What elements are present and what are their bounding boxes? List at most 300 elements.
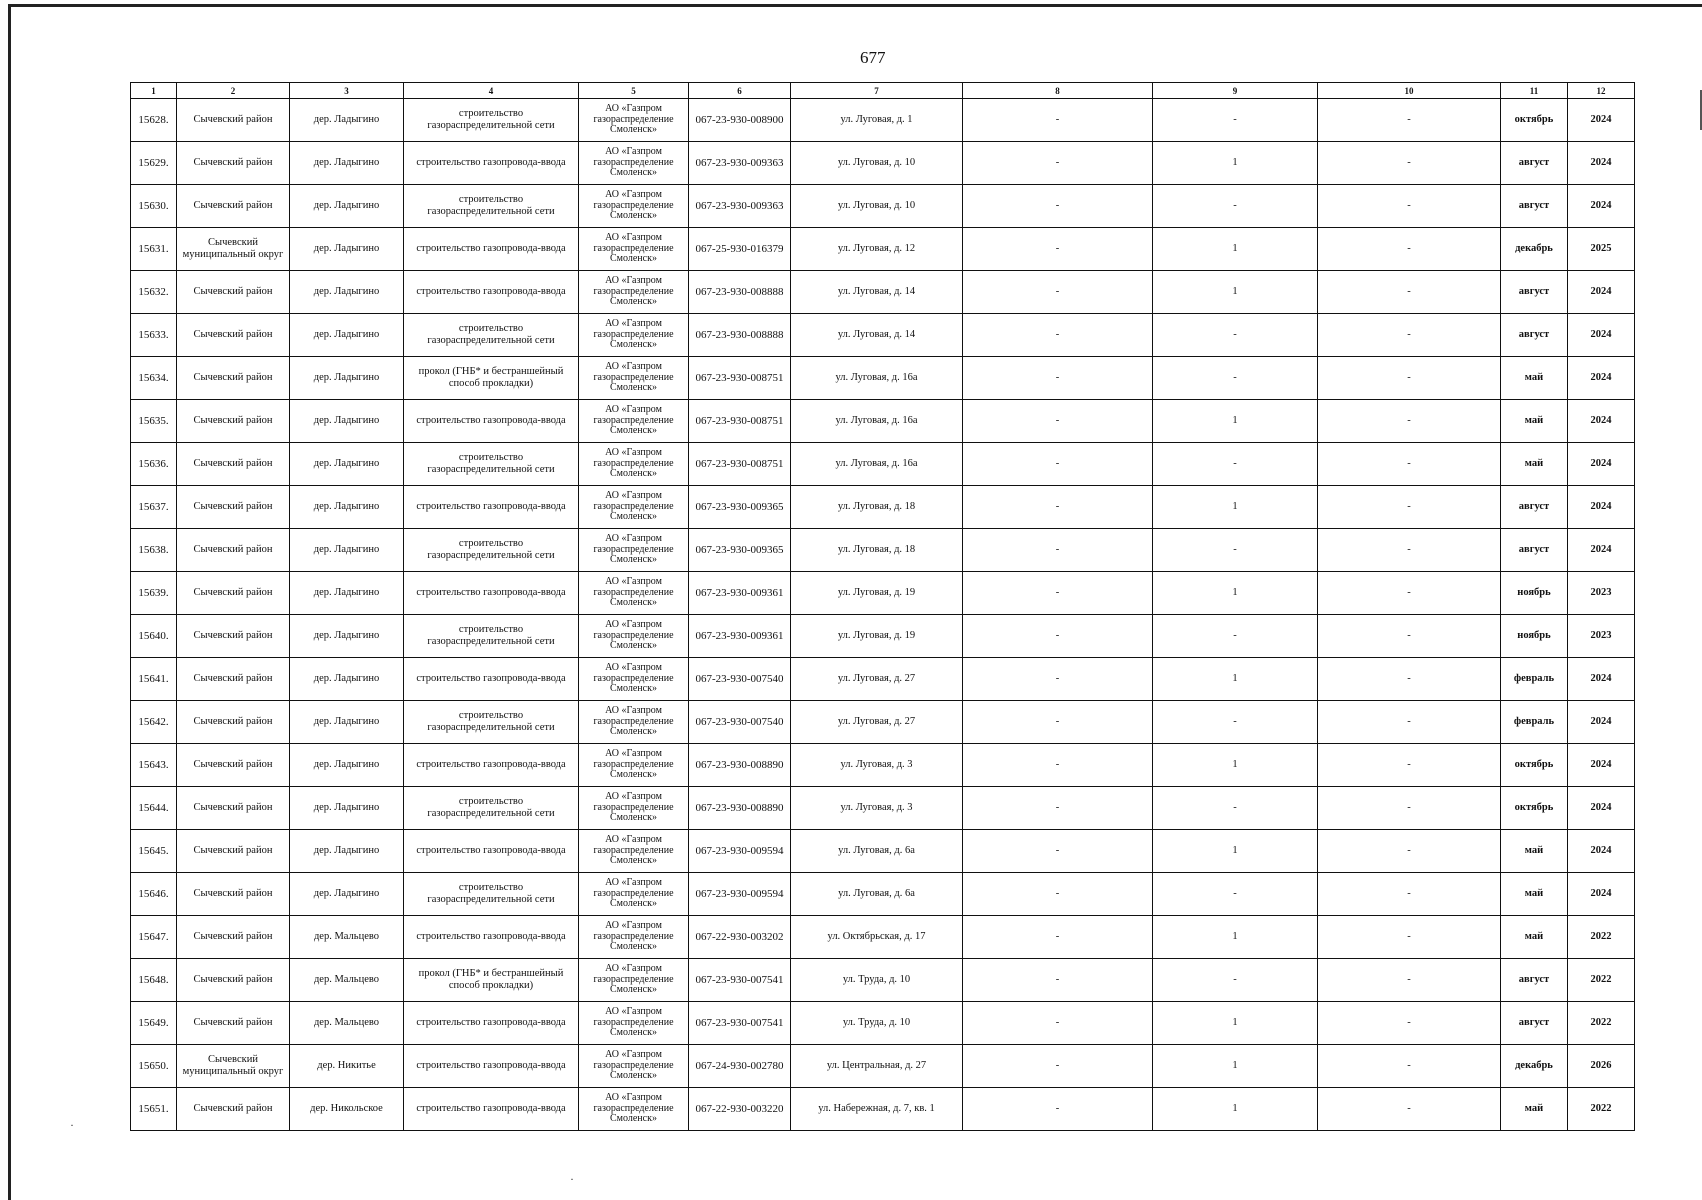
cell-col-8-value: - — [963, 1088, 1153, 1131]
cell-month: август — [1501, 1002, 1568, 1045]
table-row — [131, 185, 1635, 228]
cell-row-number: 15631. — [131, 228, 177, 271]
cell-application-number: 067-23-930-009594 — [689, 830, 791, 873]
cell-settlement: дер. Мальцево — [290, 916, 404, 959]
cell-col-10-value: - — [1318, 99, 1501, 142]
cell-work-type: строительство газопровода-ввода — [404, 916, 579, 959]
cell-year: 2023 — [1568, 615, 1635, 658]
cell-address: ул. Луговая, д. 14 — [791, 314, 963, 357]
cell-col-8-value: - — [963, 701, 1153, 744]
cell-month: август — [1501, 314, 1568, 357]
cell-month: ноябрь — [1501, 615, 1568, 658]
cell-district: Сычевский район — [177, 142, 290, 185]
column-header-2: 2 — [177, 83, 290, 99]
cell-col-9-value: - — [1153, 314, 1318, 357]
cell-year: 2024 — [1568, 529, 1635, 572]
cell-row-number: 15632. — [131, 271, 177, 314]
cell-row-number: 15648. — [131, 959, 177, 1002]
cell-district: Сычевский район — [177, 658, 290, 701]
cell-address: ул. Луговая, д. 12 — [791, 228, 963, 271]
cell-row-number: 15645. — [131, 830, 177, 873]
cell-work-type: строительство газораспределительной сети — [404, 701, 579, 744]
cell-year: 2024 — [1568, 658, 1635, 701]
cell-col-9-value: 1 — [1153, 658, 1318, 701]
scan-speck: · — [70, 1118, 74, 1132]
cell-col-10-value: - — [1318, 830, 1501, 873]
cell-col-9-value: 1 — [1153, 1045, 1318, 1088]
cell-organization: АО «Газпром газораспределение Смоленск» — [579, 99, 689, 142]
cell-year: 2023 — [1568, 572, 1635, 615]
cell-col-8-value: - — [963, 572, 1153, 615]
cell-col-10-value: - — [1318, 314, 1501, 357]
cell-address: ул. Луговая, д. 18 — [791, 529, 963, 572]
cell-application-number: 067-23-930-009361 — [689, 615, 791, 658]
cell-row-number: 15636. — [131, 443, 177, 486]
column-header-3: 3 — [290, 83, 404, 99]
cell-organization: АО «Газпром газораспределение Смоленск» — [579, 271, 689, 314]
cell-month: октябрь — [1501, 99, 1568, 142]
cell-col-8-value: - — [963, 443, 1153, 486]
cell-settlement: дер. Ладыгино — [290, 744, 404, 787]
cell-year: 2024 — [1568, 830, 1635, 873]
cell-col-8-value: - — [963, 314, 1153, 357]
cell-month: май — [1501, 916, 1568, 959]
cell-row-number: 15639. — [131, 572, 177, 615]
cell-address: ул. Луговая, д. 19 — [791, 615, 963, 658]
cell-organization: АО «Газпром газораспределение Смоленск» — [579, 529, 689, 572]
cell-settlement: дер. Ладыгино — [290, 185, 404, 228]
cell-district: Сычевский район — [177, 916, 290, 959]
cell-district: Сычевский район — [177, 959, 290, 1002]
cell-organization: АО «Газпром газораспределение Смоленск» — [579, 142, 689, 185]
cell-col-9-value: - — [1153, 615, 1318, 658]
cell-application-number: 067-23-930-007540 — [689, 658, 791, 701]
cell-work-type: строительство газопровода-ввода — [404, 1045, 579, 1088]
cell-year: 2024 — [1568, 357, 1635, 400]
cell-col-9-value: 1 — [1153, 1088, 1318, 1131]
cell-settlement: дер. Мальцево — [290, 1002, 404, 1045]
cell-settlement: дер. Ладыгино — [290, 314, 404, 357]
table-row — [131, 1045, 1635, 1088]
cell-month: февраль — [1501, 658, 1568, 701]
column-header-9: 9 — [1153, 83, 1318, 99]
table-row — [131, 314, 1635, 357]
cell-work-type: строительство газораспределительной сети — [404, 529, 579, 572]
cell-col-10-value: - — [1318, 959, 1501, 1002]
cell-col-9-value: 1 — [1153, 271, 1318, 314]
cell-district: Сычевский муниципальный округ — [177, 228, 290, 271]
cell-organization: АО «Газпром газораспределение Смоленск» — [579, 701, 689, 744]
cell-organization: АО «Газпром газораспределение Смоленск» — [579, 744, 689, 787]
scan-edge-top — [8, 4, 1702, 7]
cell-month: декабрь — [1501, 228, 1568, 271]
table-row — [131, 615, 1635, 658]
cell-address: ул. Луговая, д. 10 — [791, 142, 963, 185]
cell-address: ул. Луговая, д. 16а — [791, 357, 963, 400]
cell-district: Сычевский район — [177, 744, 290, 787]
cell-district: Сычевский район — [177, 357, 290, 400]
cell-year: 2022 — [1568, 959, 1635, 1002]
cell-year: 2024 — [1568, 400, 1635, 443]
cell-month: май — [1501, 357, 1568, 400]
cell-row-number: 15644. — [131, 787, 177, 830]
cell-district: Сычевский район — [177, 271, 290, 314]
cell-col-10-value: - — [1318, 744, 1501, 787]
cell-month: май — [1501, 443, 1568, 486]
cell-month: август — [1501, 486, 1568, 529]
cell-year: 2022 — [1568, 916, 1635, 959]
cell-row-number: 15641. — [131, 658, 177, 701]
cell-organization: АО «Газпром газораспределение Смоленск» — [579, 787, 689, 830]
cell-col-9-value: 1 — [1153, 1002, 1318, 1045]
cell-district: Сычевский район — [177, 873, 290, 916]
cell-work-type: прокол (ГНБ* и бестраншейный способ прокладки) — [404, 357, 579, 400]
cell-col-9-value: 1 — [1153, 830, 1318, 873]
cell-application-number: 067-23-930-009365 — [689, 529, 791, 572]
cell-col-9-value: 1 — [1153, 142, 1318, 185]
cell-settlement: дер. Ладыгино — [290, 400, 404, 443]
cell-month: август — [1501, 271, 1568, 314]
table-row — [131, 701, 1635, 744]
cell-work-type: строительство газопровода-ввода — [404, 572, 579, 615]
cell-work-type: строительство газопровода-ввода — [404, 1088, 579, 1131]
table-row — [131, 400, 1635, 443]
cell-address: ул. Луговая, д. 27 — [791, 658, 963, 701]
cell-row-number: 15637. — [131, 486, 177, 529]
cell-address: ул. Луговая, д. 1 — [791, 99, 963, 142]
cell-settlement: дер. Ладыгино — [290, 658, 404, 701]
cell-application-number: 067-23-930-009594 — [689, 873, 791, 916]
cell-col-9-value: 1 — [1153, 486, 1318, 529]
cell-col-9-value: - — [1153, 357, 1318, 400]
cell-settlement: дер. Ладыгино — [290, 701, 404, 744]
cell-district: Сычевский район — [177, 572, 290, 615]
cell-month: август — [1501, 185, 1568, 228]
table-row — [131, 357, 1635, 400]
table-row — [131, 486, 1635, 529]
cell-district: Сычевский район — [177, 443, 290, 486]
cell-address: ул. Луговая, д. 3 — [791, 787, 963, 830]
cell-application-number: 067-23-930-009365 — [689, 486, 791, 529]
cell-organization: АО «Газпром газораспределение Смоленск» — [579, 1045, 689, 1088]
cell-address: ул. Луговая, д. 18 — [791, 486, 963, 529]
cell-col-9-value: - — [1153, 787, 1318, 830]
cell-work-type: прокол (ГНБ* и бестраншейный способ прокладки) — [404, 959, 579, 1002]
cell-application-number: 067-23-930-007541 — [689, 1002, 791, 1045]
cell-col-8-value: - — [963, 357, 1153, 400]
cell-district: Сычевский район — [177, 1002, 290, 1045]
cell-application-number: 067-23-930-008751 — [689, 357, 791, 400]
cell-row-number: 15630. — [131, 185, 177, 228]
cell-settlement: дер. Ладыгино — [290, 228, 404, 271]
cell-work-type: строительство газораспределительной сети — [404, 615, 579, 658]
cell-work-type: строительство газопровода-ввода — [404, 744, 579, 787]
cell-address: ул. Луговая, д. 19 — [791, 572, 963, 615]
cell-settlement: дер. Ладыгино — [290, 99, 404, 142]
cell-application-number: 067-23-930-007540 — [689, 701, 791, 744]
table-row — [131, 529, 1635, 572]
table-row — [131, 228, 1635, 271]
cell-col-10-value: - — [1318, 658, 1501, 701]
cell-year: 2024 — [1568, 443, 1635, 486]
cell-address: ул. Набережная, д. 7, кв. 1 — [791, 1088, 963, 1131]
cell-settlement: дер. Ладыгино — [290, 572, 404, 615]
cell-district: Сычевский район — [177, 830, 290, 873]
cell-application-number: 067-23-930-007541 — [689, 959, 791, 1002]
table-body — [131, 99, 1635, 1131]
cell-year: 2024 — [1568, 271, 1635, 314]
cell-year: 2024 — [1568, 787, 1635, 830]
table-row — [131, 873, 1635, 916]
cell-organization: АО «Газпром газораспределение Смоленск» — [579, 357, 689, 400]
scan-speck: · — [570, 1172, 574, 1186]
scan-edge-left — [8, 4, 11, 1200]
cell-col-9-value: - — [1153, 873, 1318, 916]
cell-col-8-value: - — [963, 916, 1153, 959]
cell-address: ул. Луговая, д. 6а — [791, 830, 963, 873]
cell-col-9-value: - — [1153, 99, 1318, 142]
table-row — [131, 959, 1635, 1002]
cell-organization: АО «Газпром газораспределение Смоленск» — [579, 873, 689, 916]
table-row — [131, 142, 1635, 185]
cell-settlement: дер. Ладыгино — [290, 830, 404, 873]
cell-application-number: 067-23-930-008890 — [689, 787, 791, 830]
cell-work-type: строительство газопровода-ввода — [404, 486, 579, 529]
cell-district: Сычевский муниципальный округ — [177, 1045, 290, 1088]
cell-col-10-value: - — [1318, 572, 1501, 615]
cell-col-10-value: - — [1318, 529, 1501, 572]
cell-application-number: 067-22-930-003202 — [689, 916, 791, 959]
cell-col-10-value: - — [1318, 615, 1501, 658]
cell-work-type: строительство газораспределительной сети — [404, 185, 579, 228]
cell-organization: АО «Газпром газораспределение Смоленск» — [579, 572, 689, 615]
cell-col-8-value: - — [963, 185, 1153, 228]
cell-address: ул. Центральная, д. 27 — [791, 1045, 963, 1088]
column-header-1: 1 — [131, 83, 177, 99]
cell-month: май — [1501, 830, 1568, 873]
table-row — [131, 830, 1635, 873]
cell-organization: АО «Газпром газораспределение Смоленск» — [579, 400, 689, 443]
cell-district: Сычевский район — [177, 529, 290, 572]
cell-row-number: 15628. — [131, 99, 177, 142]
cell-col-8-value: - — [963, 1002, 1153, 1045]
cell-work-type: строительство газораспределительной сети — [404, 99, 579, 142]
cell-row-number: 15647. — [131, 916, 177, 959]
cell-month: май — [1501, 873, 1568, 916]
cell-col-10-value: - — [1318, 1045, 1501, 1088]
cell-district: Сычевский район — [177, 1088, 290, 1131]
cell-application-number: 067-25-930-016379 — [689, 228, 791, 271]
table-row — [131, 572, 1635, 615]
cell-row-number: 15629. — [131, 142, 177, 185]
cell-organization: АО «Газпром газораспределение Смоленск» — [579, 486, 689, 529]
cell-organization: АО «Газпром газораспределение Смоленск» — [579, 1002, 689, 1045]
table-row — [131, 916, 1635, 959]
cell-month: май — [1501, 1088, 1568, 1131]
cell-district: Сычевский район — [177, 314, 290, 357]
cell-row-number: 15650. — [131, 1045, 177, 1088]
cell-month: май — [1501, 400, 1568, 443]
cell-col-9-value: 1 — [1153, 228, 1318, 271]
cell-month: август — [1501, 529, 1568, 572]
cell-col-10-value: - — [1318, 873, 1501, 916]
column-header-12: 12 — [1568, 83, 1635, 99]
cell-district: Сычевский район — [177, 701, 290, 744]
cell-district: Сычевский район — [177, 787, 290, 830]
cell-col-8-value: - — [963, 142, 1153, 185]
cell-year: 2024 — [1568, 486, 1635, 529]
cell-year: 2026 — [1568, 1045, 1635, 1088]
cell-col-8-value: - — [963, 1045, 1153, 1088]
table-row — [131, 271, 1635, 314]
cell-application-number: 067-22-930-003220 — [689, 1088, 791, 1131]
cell-work-type: строительство газопровода-ввода — [404, 830, 579, 873]
cell-month: октябрь — [1501, 787, 1568, 830]
cell-col-9-value: 1 — [1153, 916, 1318, 959]
cell-organization: АО «Газпром газораспределение Смоленск» — [579, 228, 689, 271]
cell-col-10-value: - — [1318, 486, 1501, 529]
cell-col-10-value: - — [1318, 787, 1501, 830]
cell-col-8-value: - — [963, 787, 1153, 830]
cell-col-9-value: 1 — [1153, 744, 1318, 787]
cell-application-number: 067-23-930-008751 — [689, 443, 791, 486]
cell-application-number: 067-23-930-008888 — [689, 271, 791, 314]
cell-district: Сычевский район — [177, 400, 290, 443]
gasification-register-table — [130, 82, 1635, 1131]
page-number: 677 — [860, 48, 886, 67]
cell-address: ул. Труда, д. 10 — [791, 1002, 963, 1045]
cell-month: октябрь — [1501, 744, 1568, 787]
cell-organization: АО «Газпром газораспределение Смоленск» — [579, 916, 689, 959]
cell-work-type: строительство газораспределительной сети — [404, 443, 579, 486]
cell-address: ул. Луговая, д. 10 — [791, 185, 963, 228]
cell-col-10-value: - — [1318, 916, 1501, 959]
table-row — [131, 744, 1635, 787]
cell-settlement: дер. Ладыгино — [290, 529, 404, 572]
table-row — [131, 443, 1635, 486]
cell-month: ноябрь — [1501, 572, 1568, 615]
cell-month: декабрь — [1501, 1045, 1568, 1088]
cell-col-8-value: - — [963, 873, 1153, 916]
cell-year: 2024 — [1568, 142, 1635, 185]
cell-address: ул. Луговая, д. 6а — [791, 873, 963, 916]
cell-month: август — [1501, 959, 1568, 1002]
cell-row-number: 15646. — [131, 873, 177, 916]
cell-year: 2022 — [1568, 1002, 1635, 1045]
cell-address: ул. Луговая, д. 27 — [791, 701, 963, 744]
cell-col-10-value: - — [1318, 400, 1501, 443]
cell-work-type: строительство газораспределительной сети — [404, 314, 579, 357]
cell-settlement: дер. Ладыгино — [290, 873, 404, 916]
cell-organization: АО «Газпром газораспределение Смоленск» — [579, 443, 689, 486]
cell-year: 2024 — [1568, 744, 1635, 787]
column-header-7: 7 — [791, 83, 963, 99]
cell-col-9-value: - — [1153, 701, 1318, 744]
column-header-5: 5 — [579, 83, 689, 99]
cell-col-9-value: 1 — [1153, 572, 1318, 615]
cell-settlement: дер. Ладыгино — [290, 443, 404, 486]
cell-organization: АО «Газпром газораспределение Смоленск» — [579, 314, 689, 357]
cell-col-9-value: - — [1153, 185, 1318, 228]
cell-district: Сычевский район — [177, 185, 290, 228]
cell-organization: АО «Газпром газораспределение Смоленск» — [579, 830, 689, 873]
cell-row-number: 15634. — [131, 357, 177, 400]
cell-address: ул. Луговая, д. 16а — [791, 443, 963, 486]
cell-application-number: 067-23-930-009363 — [689, 142, 791, 185]
cell-col-8-value: - — [963, 615, 1153, 658]
cell-row-number: 15635. — [131, 400, 177, 443]
cell-settlement: дер. Никольское — [290, 1088, 404, 1131]
table-row — [131, 1002, 1635, 1045]
cell-row-number: 15640. — [131, 615, 177, 658]
cell-col-10-value: - — [1318, 1088, 1501, 1131]
cell-col-9-value: - — [1153, 959, 1318, 1002]
cell-col-8-value: - — [963, 830, 1153, 873]
cell-settlement: дер. Ладыгино — [290, 615, 404, 658]
cell-col-10-value: - — [1318, 1002, 1501, 1045]
cell-col-9-value: - — [1153, 529, 1318, 572]
table-row — [131, 658, 1635, 701]
cell-col-8-value: - — [963, 744, 1153, 787]
cell-month: февраль — [1501, 701, 1568, 744]
cell-settlement: дер. Ладыгино — [290, 142, 404, 185]
cell-district: Сычевский район — [177, 615, 290, 658]
cell-organization: АО «Газпром газораспределение Смоленск» — [579, 658, 689, 701]
cell-col-8-value: - — [963, 228, 1153, 271]
cell-settlement: дер. Ладыгино — [290, 787, 404, 830]
cell-address: ул. Луговая, д. 16а — [791, 400, 963, 443]
cell-col-10-value: - — [1318, 142, 1501, 185]
cell-month: август — [1501, 142, 1568, 185]
cell-application-number: 067-23-930-009363 — [689, 185, 791, 228]
cell-organization: АО «Газпром газораспределение Смоленск» — [579, 615, 689, 658]
cell-year: 2024 — [1568, 99, 1635, 142]
cell-col-8-value: - — [963, 529, 1153, 572]
column-header-10: 10 — [1318, 83, 1501, 99]
cell-work-type: строительство газопровода-ввода — [404, 271, 579, 314]
cell-settlement: дер. Ладыгино — [290, 357, 404, 400]
cell-settlement: дер. Никитье — [290, 1045, 404, 1088]
cell-row-number: 15643. — [131, 744, 177, 787]
cell-row-number: 15633. — [131, 314, 177, 357]
table-row — [131, 787, 1635, 830]
cell-work-type: строительство газопровода-ввода — [404, 142, 579, 185]
column-header-4: 4 — [404, 83, 579, 99]
cell-col-10-value: - — [1318, 271, 1501, 314]
cell-district: Сычевский район — [177, 486, 290, 529]
cell-work-type: строительство газопровода-ввода — [404, 228, 579, 271]
cell-col-8-value: - — [963, 400, 1153, 443]
cell-organization: АО «Газпром газораспределение Смоленск» — [579, 185, 689, 228]
cell-col-10-value: - — [1318, 185, 1501, 228]
cell-address: ул. Луговая, д. 14 — [791, 271, 963, 314]
cell-row-number: 15649. — [131, 1002, 177, 1045]
column-header-8: 8 — [963, 83, 1153, 99]
cell-organization: АО «Газпром газораспределение Смоленск» — [579, 1088, 689, 1131]
cell-work-type: строительство газораспределительной сети — [404, 873, 579, 916]
cell-row-number: 15642. — [131, 701, 177, 744]
cell-work-type: строительство газораспределительной сети — [404, 787, 579, 830]
cell-application-number: 067-23-930-008890 — [689, 744, 791, 787]
cell-year: 2024 — [1568, 873, 1635, 916]
cell-settlement: дер. Ладыгино — [290, 271, 404, 314]
cell-settlement: дер. Мальцево — [290, 959, 404, 1002]
cell-col-10-value: - — [1318, 701, 1501, 744]
cell-settlement: дер. Ладыгино — [290, 486, 404, 529]
cell-row-number: 15651. — [131, 1088, 177, 1131]
table-row — [131, 99, 1635, 142]
cell-row-number: 15638. — [131, 529, 177, 572]
